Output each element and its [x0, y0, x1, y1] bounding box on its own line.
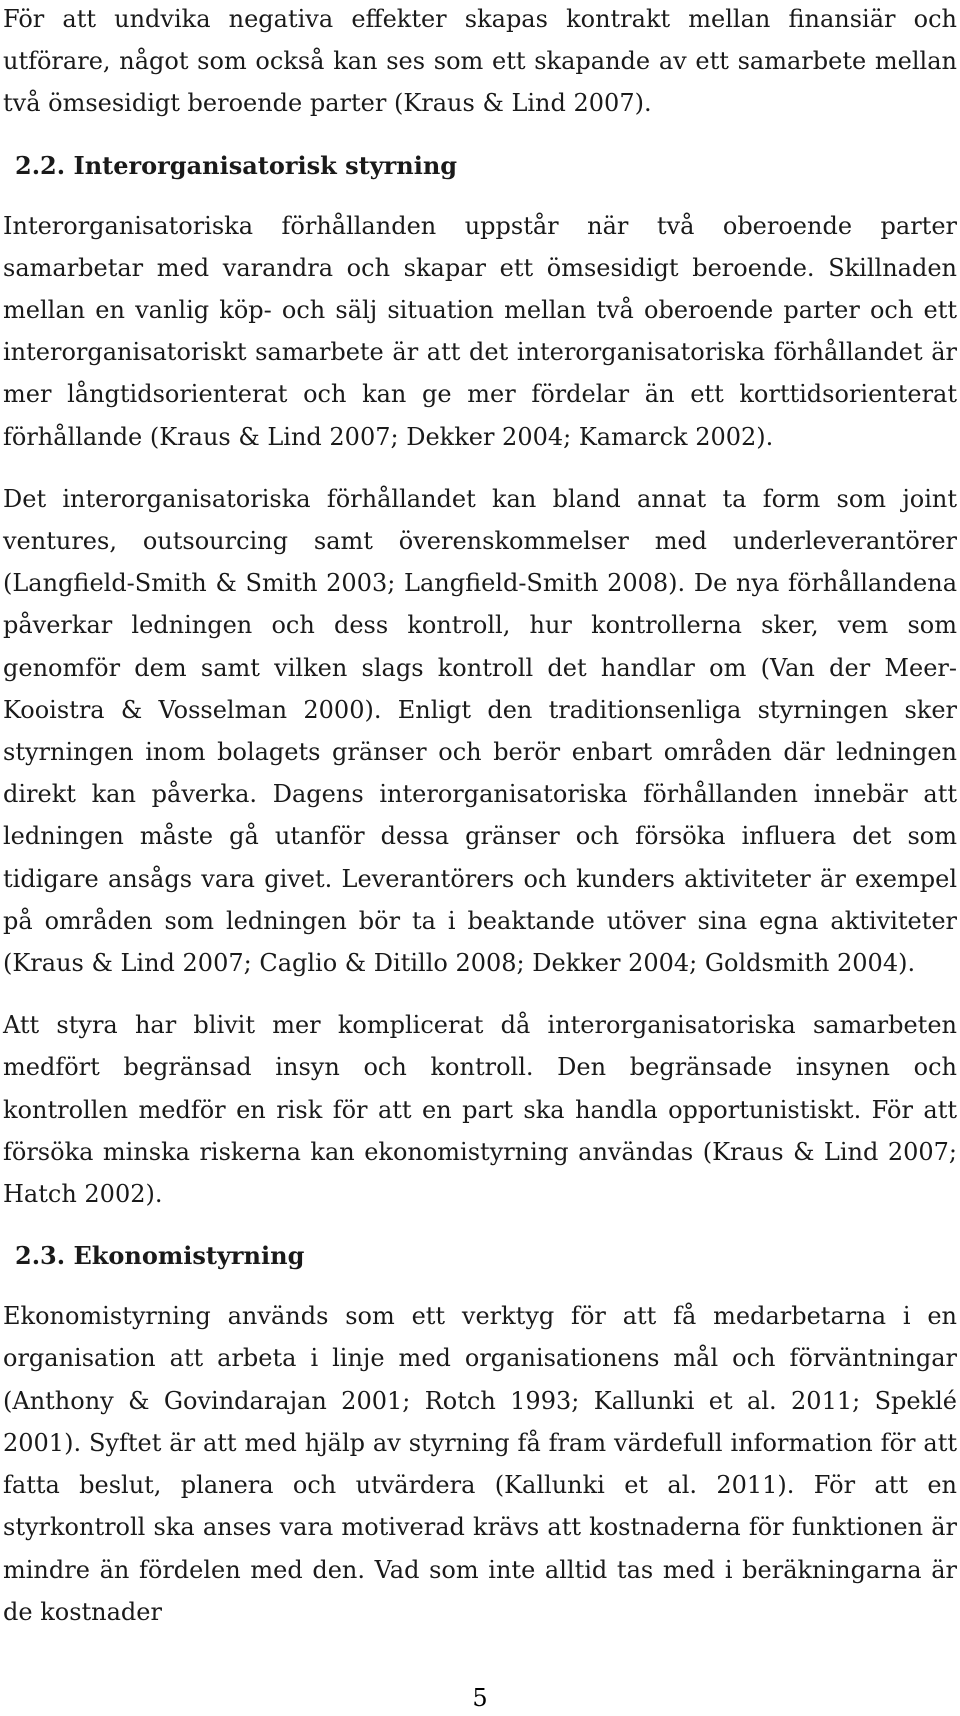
section-heading-2-3: 2.3. Ekonomistyrning — [15, 1241, 305, 1271]
paragraph-intro: För att undvika negativa effekter skapas kontrakt mellan finansiär och utförare, något som också kan ses som ett skapande av ett samarbete mellan två ömsesidigt beroende parter (Kraus & Lind 2007). — [3, 5, 957, 118]
page-number: 5 — [472, 1684, 488, 1712]
paragraph-ekonomistyrning: Ekonomistyrning används som ett verktyg för att få medarbetarna i en organisation att arbeta i linje med organisationens mål och förväntningar (Anthony & Govindarajan 2001; Rotch 1993; Kallunki et al. 2011; Speklé 2001). Syftet är att med hjälp av styrning få fram värdefull information för att fatta beslut, planera och utvärdera (Kallunki et al. 2011). För att en styrkontroll ska anses vara motiverad krävs att kostnaderna för funktionen är mindre än fördelen med den. Vad som inte alltid tas med i beräkningarna är de kostnader — [3, 1302, 957, 1626]
paragraph-interorganisational-3: Att styra har blivit mer komplicerat då interorganisatoriska samarbeten medfört begränsad insyn och kontroll. Den begränsade insynen och kontrollen medför en risk för att en part ska handla opportunistiskt. För att försöka minska riskerna kan ekonomistyrning användas (Kraus & Lind 2007; Hatch 2002). — [3, 1011, 957, 1209]
paragraph-interorganisational-2: Det interorganisatoriska förhållandet kan bland annat ta form som joint ventures, outsourcing samt överenskommelser med underleverantörer (Langfield-Smith & Smith 2003; Langfield-Smith 2008). De nya förhållandena påverkar ledningen och dess kontroll, hur kontrollerna sker, vem som genomför dem samt vilken slags kontroll det handlar om (Van der Meer-Kooistra & Vosselman 2000). Enligt den traditionsenliga styrningen sker styrningen inom bolagets gränser och berör enbart områden där ledningen direkt kan påverka. Dagens interorganisatoriska förhållanden innebär att ledningen måste gå utanför dessa gränser och försöka influera det som tidigare ansågs vara givet. Leverantörers och kunders aktiviteter är exempel på områden som ledningen bör ta i beaktande utöver sina egna aktiviteter (Kraus & Lind 2007; Caglio & Ditillo 2008; Dekker 2004; Goldsmith 2004). — [3, 484, 957, 978]
paragraph-interorganisational-1: Interorganisatoriska förhållanden uppstår när två oberoende parter samarbetar med varandra och skapar ett ömsesidigt beroende. Skillnaden mellan en vanlig köp- och sälj situation mellan två oberoende parter och ett interorganisatoriskt samarbete är att det interorganisatoriska förhållandet är mer långtidsorienterat och kan ge mer fördelar än ett korttidsorienterat förhållande (Kraus & Lind 2007; Dekker 2004; Kamarck 2002). — [3, 211, 957, 451]
document-page — [3, 0, 957, 1716]
section-heading-2-2: 2.2. Interorganisatorisk styrning — [15, 150, 458, 180]
